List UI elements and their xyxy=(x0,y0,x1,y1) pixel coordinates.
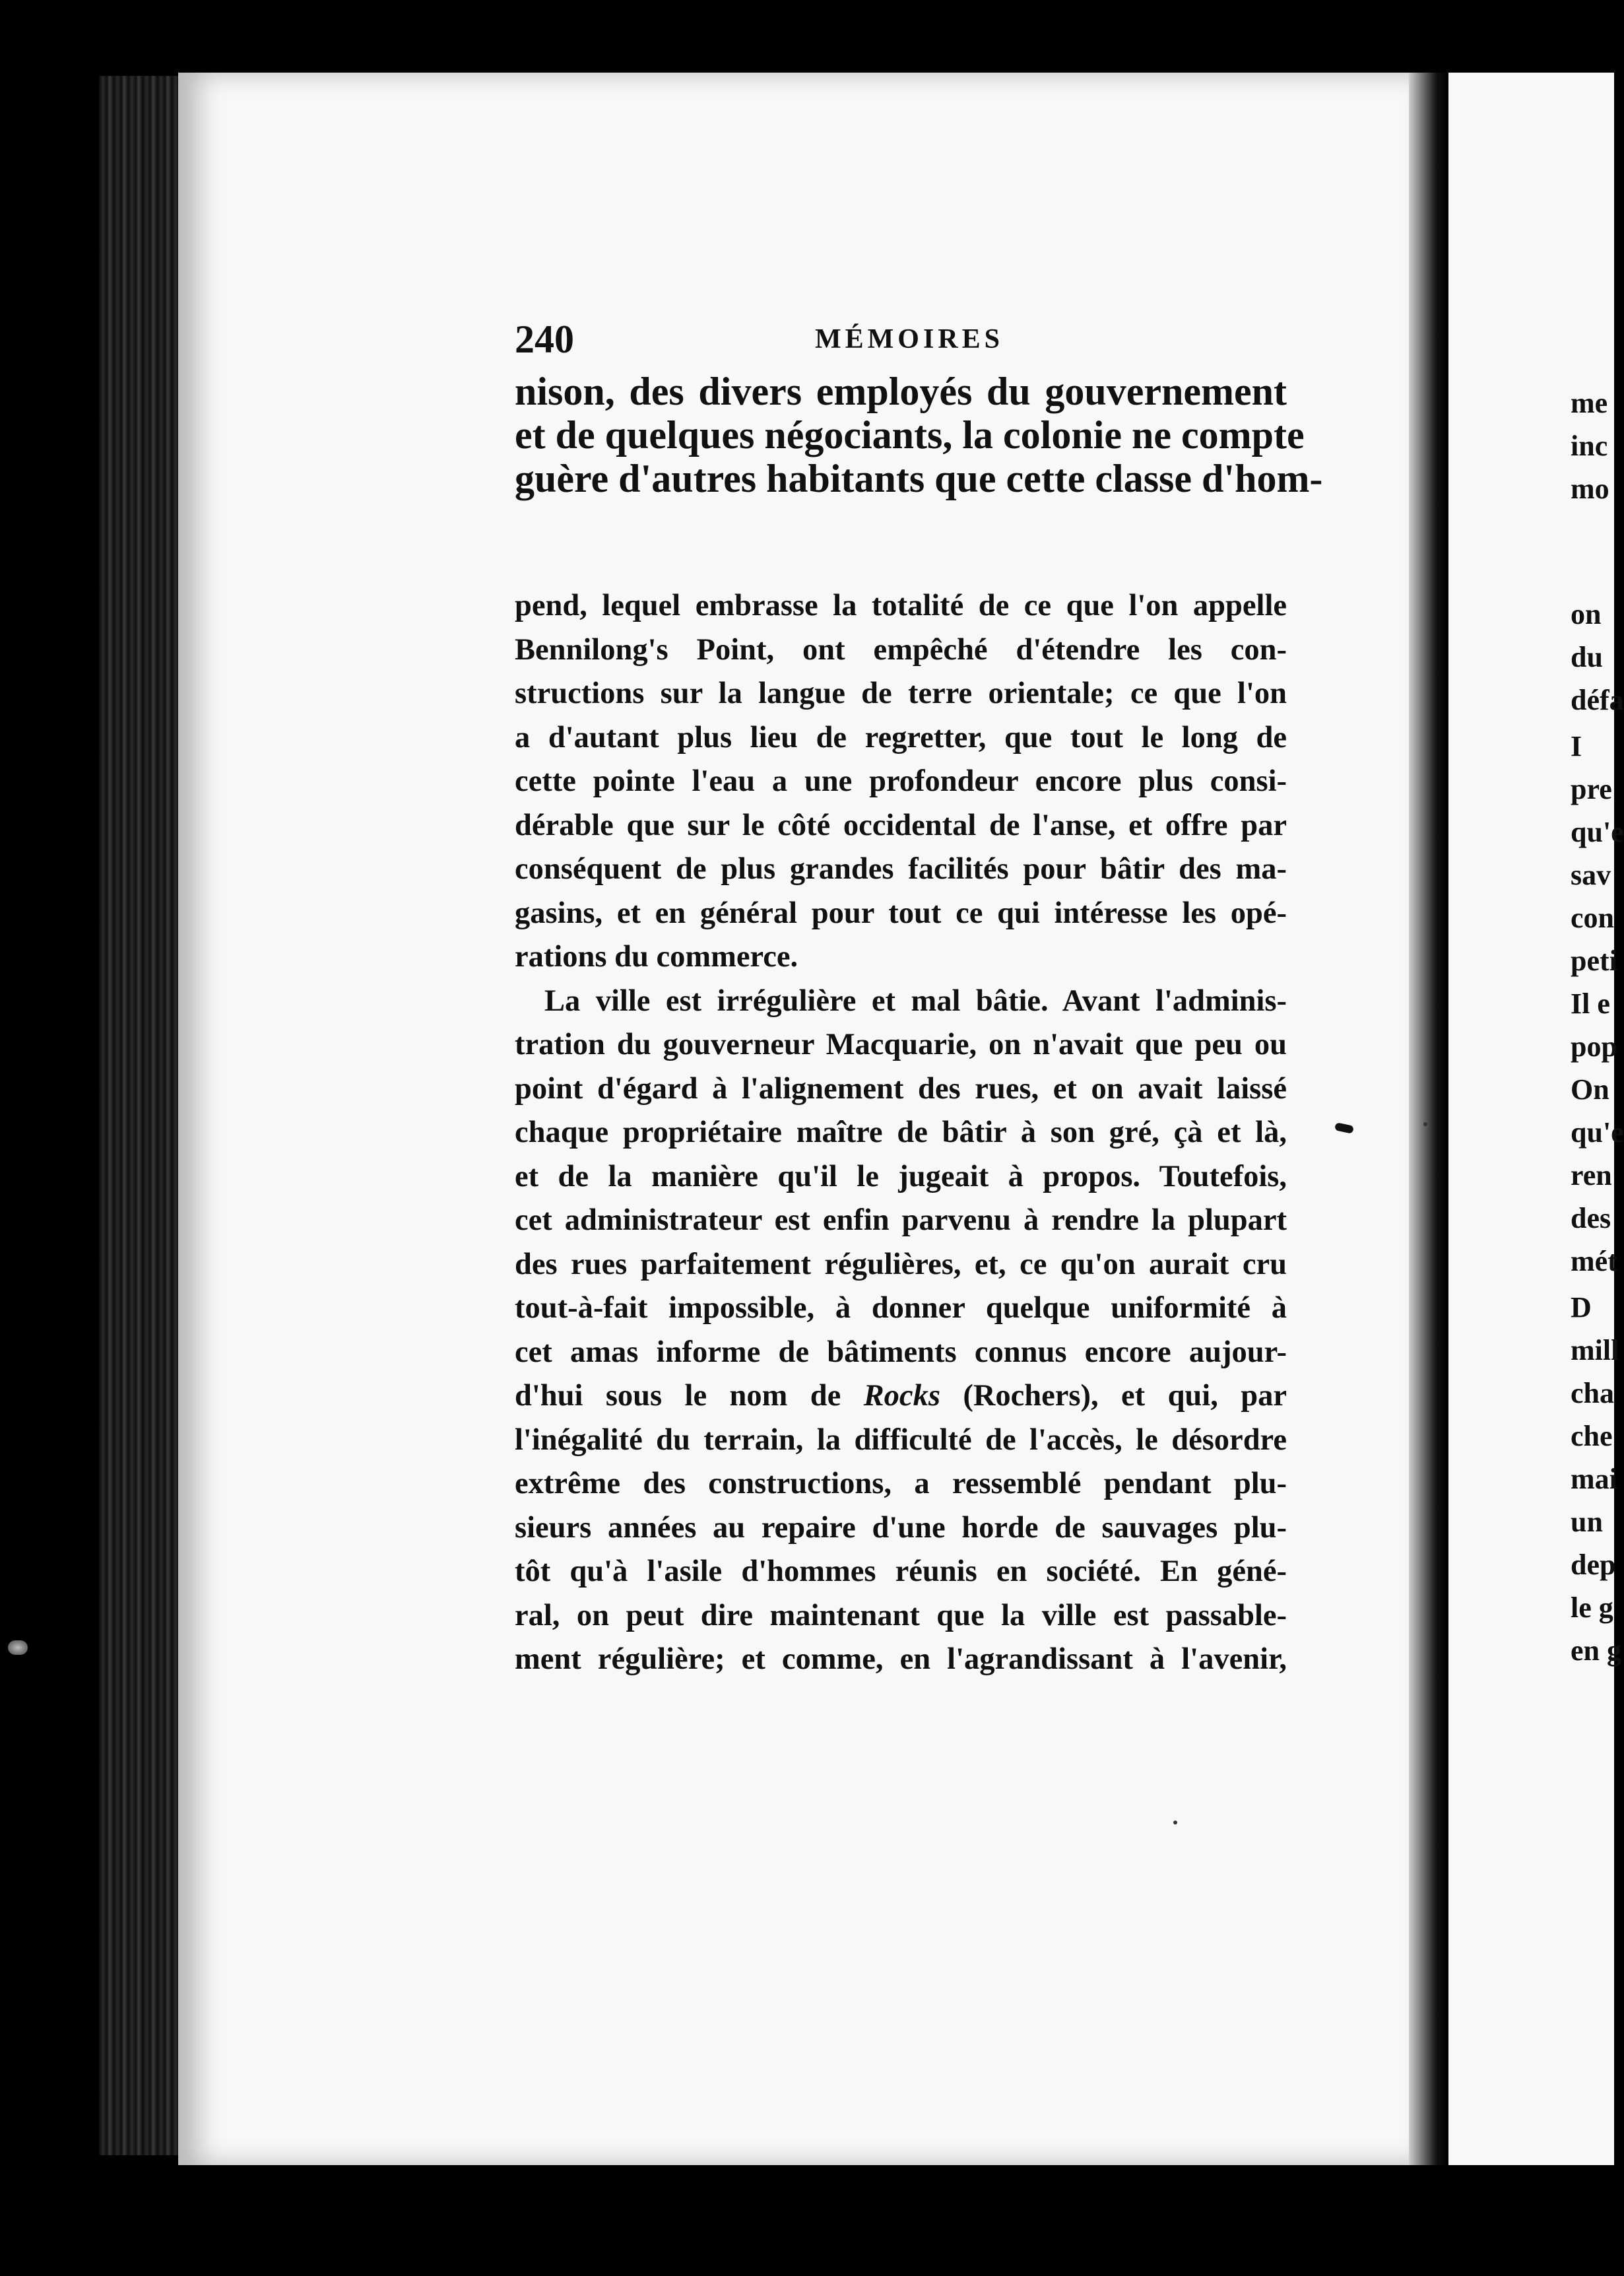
right-page-fragment: pop xyxy=(1571,1030,1617,1063)
right-page-fragment: en g xyxy=(1571,1634,1621,1667)
text-line: conséquent de plus grandes facilités pour bâtir des ma- xyxy=(515,852,1287,886)
text-line: et de la manière qu'il le jugeait à propos. Toutefois, xyxy=(515,1159,1287,1193)
right-page-fragment: me xyxy=(1571,387,1608,419)
right-page-fragment: peti xyxy=(1571,945,1617,977)
ink-dot xyxy=(1173,1821,1177,1824)
text-segment: (Rochers), et qui, par xyxy=(940,1379,1287,1413)
text-line: point d'égard à l'alignement des rues, et on avait laissé xyxy=(515,1071,1287,1106)
text-line: ral, on peut dire maintenant que la ville est passable- xyxy=(515,1598,1287,1632)
text-line: a d'autant plus lieu de regretter, que tout le long de xyxy=(515,720,1287,754)
paragraph-1 xyxy=(515,584,1287,980)
text-line: cet administrateur est enfin parvenu à rendre la plupart xyxy=(515,1203,1287,1237)
right-page-fragment: mill xyxy=(1571,1334,1619,1366)
right-page-fragment: le g xyxy=(1571,1591,1613,1624)
text-line: l'inégalité du terrain, la difficulté de l'accès, le désordre xyxy=(515,1422,1287,1457)
text-line: La ville est irrégulière et mal bâtie. Avant l'adminis- xyxy=(544,984,1287,1018)
right-page-fragment: pre xyxy=(1571,773,1612,805)
scan-smudge xyxy=(8,1640,28,1655)
right-page-fragment: on xyxy=(1571,598,1602,630)
text-line: rations du commerce. xyxy=(515,940,798,974)
right-page-fragment: qu'e xyxy=(1571,1116,1624,1149)
text-line: et de quelques négociants, la colonie ne compte xyxy=(515,413,1305,457)
right-page-fragment: cha xyxy=(1571,1377,1614,1409)
right-page-fragment: On xyxy=(1571,1073,1609,1106)
text-line: tôt qu'à l'asile d'hommes réunis en société. En géné- xyxy=(515,1555,1287,1588)
text-line: pend, lequel embrasse la totalité de ce que l'on appelle xyxy=(515,589,1287,622)
right-page-fragment: ren xyxy=(1571,1159,1612,1191)
text-line: tration du gouverneur Macquarie, on n'avait que peu ou xyxy=(515,1028,1287,1061)
right-page-fragment: sav xyxy=(1571,859,1611,891)
right-page-fragment: inc xyxy=(1571,430,1608,462)
text-line: des rues parfaitement régulières, et, ce qu'on aurait cru xyxy=(515,1247,1287,1281)
right-page-fragment: un xyxy=(1571,1506,1603,1538)
page-gutter xyxy=(1409,73,1448,2165)
text-line: guère d'autres habitants que cette classe d'hom- xyxy=(515,457,1323,500)
right-page-fragment: du xyxy=(1571,641,1603,673)
text-line: gasins, et en général pour tout ce qui intéresse les opé- xyxy=(515,896,1287,930)
italic-word: Rocks xyxy=(863,1379,940,1413)
main-text-block xyxy=(515,584,1287,1682)
text-line-rocks xyxy=(515,1374,1287,1419)
text-line: cette pointe l'eau a une profondeur encore plus consi- xyxy=(515,764,1287,798)
paragraph-2 xyxy=(515,980,1287,1682)
right-page-fragment: mo xyxy=(1571,473,1609,505)
page-number: 240 xyxy=(515,318,574,361)
text-line: structions sur la langue de terre orientale; ce que l'on xyxy=(515,677,1287,710)
running-head: MÉMOIRES xyxy=(815,324,1004,354)
text-line: tout-à-fait impossible, à donner quelque uniformité à xyxy=(515,1291,1287,1325)
right-page-fragment: des xyxy=(1571,1202,1611,1234)
right-page-fragment: I xyxy=(1571,730,1582,762)
right-page-fragment: mai xyxy=(1571,1463,1617,1495)
right-page-fragment: mét xyxy=(1571,1245,1617,1277)
text-line: ment régulière; et comme, en l'agrandissant à l'avenir, xyxy=(515,1642,1287,1676)
ink-dot xyxy=(1423,1122,1427,1126)
text-line: chaque propriétaire maître de bâtir à son gré, çà et là, xyxy=(515,1116,1287,1149)
text-line: sieurs années au repaire d'une horde de sauvages plu- xyxy=(515,1510,1287,1545)
right-page-fragment: dep xyxy=(1571,1549,1616,1581)
top-text-block xyxy=(515,370,1323,500)
right-page-fragment: qu'e xyxy=(1571,816,1624,848)
text-segment: d'hui sous le nom de xyxy=(515,1379,864,1413)
page-header xyxy=(515,317,1290,363)
right-page-fragment: che xyxy=(1571,1420,1613,1452)
text-line: Bennilong's Point, ont empêché d'étendre les con- xyxy=(515,632,1287,667)
right-page-fragment: D xyxy=(1571,1291,1592,1323)
right-page-fragment: défa xyxy=(1571,684,1624,716)
text-line: extrême des constructions, a ressemblé pendant plu- xyxy=(515,1467,1287,1500)
right-page-fragment: Il e xyxy=(1571,987,1610,1020)
text-line: dérable que sur le côté occidental de l'anse, et offre par xyxy=(515,808,1287,842)
text-line: cet amas informe de bâtiments connus encore aujour- xyxy=(515,1335,1287,1369)
book-spine xyxy=(99,76,185,2155)
right-page-fragment: con xyxy=(1571,902,1614,934)
text-line: nison, des divers employés du gouvernement xyxy=(515,370,1287,413)
